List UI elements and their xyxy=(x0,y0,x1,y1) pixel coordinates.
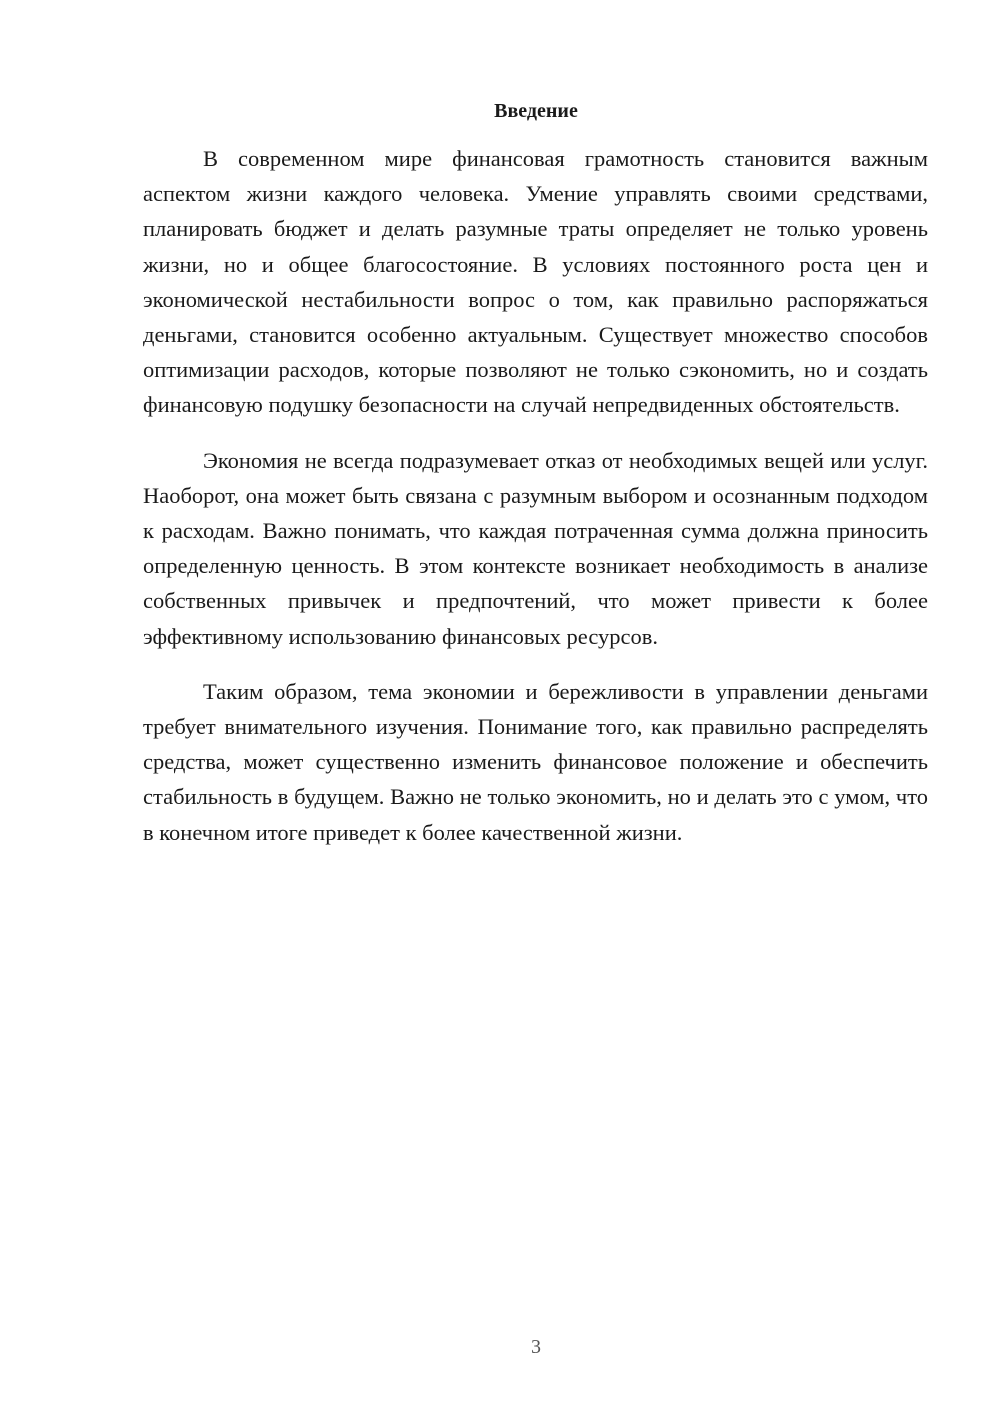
section-heading: Введение xyxy=(494,100,578,122)
paragraph-3: Таким образом, тема экономии и бережливости в управлении деньгами требует внимательного изучения. Понимание того, как правильно распределять средства, может существенно изменить финансовое положение и обеспечить стабильность в будущем. Важно не только экономить, но и делать это с умом, что в конечном итоге приведет к более качественной жизни. xyxy=(143,678,928,845)
page-number: 3 xyxy=(531,1336,541,1358)
paragraph-1: В современном мире финансовая грамотность становится важным аспектом жизни каждого человека. Умение управлять своими средствами, планировать бюджет и делать разумные траты определяет не только уровень жизни, но и общее благосостояние. В условиях постоянного роста цен и экономической нестабильности вопрос о том, как правильно распоряжаться деньгами, становится особенно актуальным. Существует множество способов оптимизации расходов, которые позволяют не только сэкономить, но и создать финансовую подушку безопасности на случай непредвиденных обстоятельств. xyxy=(143,146,928,418)
body-text xyxy=(143,141,928,870)
paragraph-2: Экономия не всегда подразумевает отказ от необходимых вещей или услуг. Наоборот, она может быть связана с разумным выбором и осознанным подходом к расходам. Важно понимать, что каждая потраченная сумма должна приносить определенную ценность. В этом контексте возникает необходимость в анализе собственных привычек и предпочтений, что может привести к более эффективному использованию финансовых ресурсов. xyxy=(143,447,928,649)
